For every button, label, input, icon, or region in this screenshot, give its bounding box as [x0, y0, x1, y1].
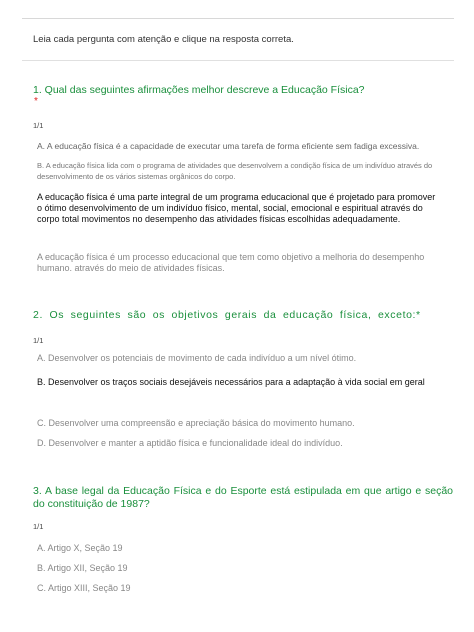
required-mark: * [34, 96, 38, 107]
question-2-option-a[interactable]: A. Desenvolver os potenciais de movimento de cada indivíduo a um nível ótimo. [37, 353, 357, 363]
question-1-title: 1. Qual das seguintes afirmações melhor descreve a Educação Física? [33, 84, 365, 96]
question-3-option-b[interactable]: B. Artigo XII, Seção 19 [37, 563, 128, 573]
instructions-text: Leia cada pergunta com atenção e clique na resposta correta. [33, 34, 294, 45]
question-1-score: 1/1 [33, 121, 44, 130]
question-2-option-d[interactable]: D. Desenvolver e manter a aptidão física e funcionalidade ideal do indivíduo. [37, 438, 343, 448]
question-2-score: 1/1 [33, 336, 44, 345]
top-divider [22, 18, 454, 19]
question-3-score: 1/1 [33, 522, 44, 531]
question-2-option-b[interactable]: B. Desenvolver os traços sociais desejáveis necessários para a adaptação à vida social em geral [37, 377, 425, 387]
question-3-option-a[interactable]: A. Artigo X, Seção 19 [37, 543, 123, 553]
question-2-option-c[interactable]: C. Desenvolver uma compreensão e apreciação básica do movimento humano. [37, 418, 355, 428]
question-3-title: 3. A base legal da Educação Física e do Esporte está estipulada em que artigo e seção do constituição de 1987? [33, 485, 453, 510]
question-1-option-d[interactable]: A educação física é um processo educacional que tem como objetivo a melhoria do desempenho humano. através do meio de atividades físicas. [37, 252, 425, 273]
section-divider [22, 60, 454, 61]
question-2-title: 2. Os seguintes são os objetivos gerais da educação física, exceto:* [33, 309, 421, 321]
question-1-option-a[interactable]: A. A educação física é a capacidade de executar uma tarefa de forma eficiente sem fadiga excessiva. [37, 141, 420, 151]
question-1-option-c[interactable]: A educação física é uma parte integral de um programa educacional que é projetado para promover o ótimo desenvolvimento de um indivíduo físico, mental, social, emocional e espiritual através do corpo total movimentos no desempenho das atividades físicas escolhidas adequadamente. [37, 192, 436, 224]
question-3-option-c[interactable]: C. Artigo XIII, Seção 19 [37, 583, 131, 593]
question-1-option-b[interactable]: B. A educação física lida com o programa de atividades que desenvolvem a condição física de um indivíduo através do desenvolvimento de os vários sistemas orgânicos do corpo. [37, 161, 433, 181]
